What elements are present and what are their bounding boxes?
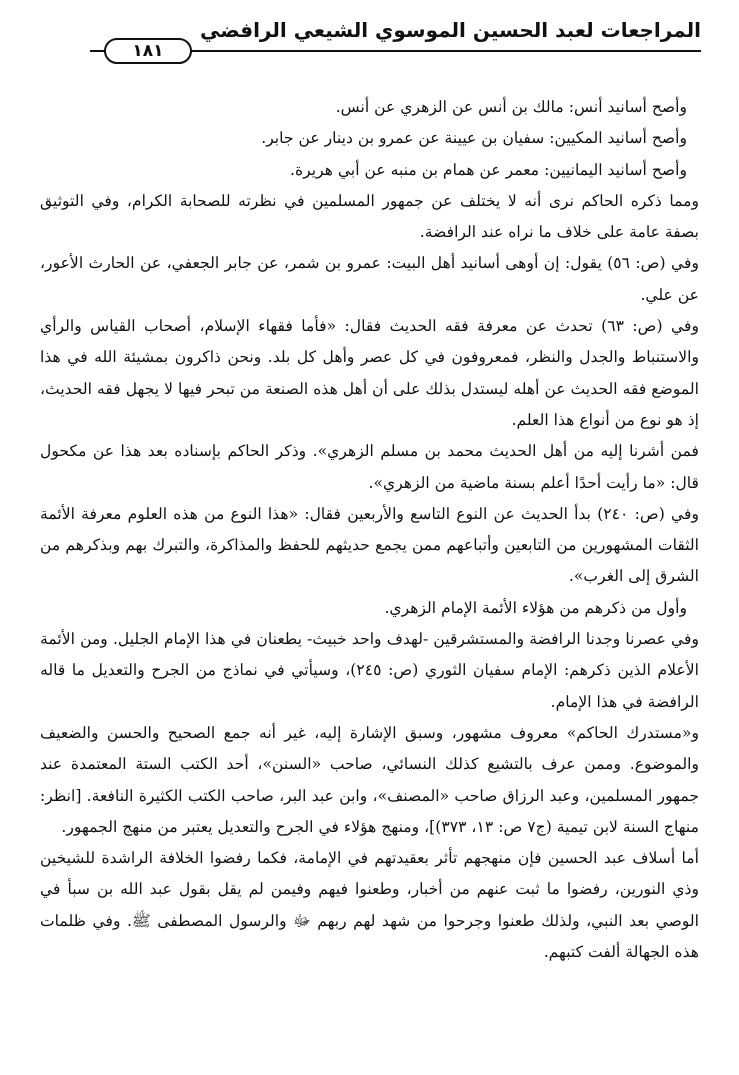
paragraph: وأصح أسانيد المكيين: سفيان بن عيينة عن عمرو بن دينار عن جابر. <box>261 129 687 148</box>
paragraph: وأصح أسانيد أنس: مالك بن أنس عن الزهري عن أنس. <box>335 98 687 116</box>
paragraph: ومما ذكره الحاكم نرى أنه لا يختلف عن جمهور المسلمين في نظرته للصحابة الكرام، وفي التوثيق بصفة عامة على خلاف ما نراه عند الرافضة. <box>40 191 699 242</box>
paragraph: وفي (ص: ٢٤٠) بدأ الحديث عن النوع التاسع والأربعين فقال: «هذا النوع من هذه العلوم معرفة الأئمة الثقات المشهورين من التابعين وأتباعهم ممن يجمع حديثهم للحفظ والمذاكرة، والتبرك بهم وبذكرهم من الشرق إلى الغرب». <box>40 504 699 586</box>
paragraph: أما أسلاف عبد الحسين فإن منهجهم تأثر بعقيدتهم في الإمامة، فكما رفضوا الخلافة الراشدة للشيخين وذي النورين، رفضوا ما ثبت عنهم من أخبار، وطعنوا فيهم وفيمن لم يقل بقول عبد الله بن سبأ في الوصي بعد النبي، ولذلك طعنوا وجرحوا من شهد لهم ربهم ﷻ والرسول المصطفى ﷺ. وفي ظلمات هذه الجهالة ألفت كتبهم. <box>40 849 699 962</box>
page-header <box>90 14 701 61</box>
page-number: ١٨١ <box>104 38 192 64</box>
paragraph: وأول من ذكرهم من هؤلاء الأئمة الإمام الزهري. <box>384 598 687 617</box>
paragraph: و«مستدرك الحاكم» معروف مشهور، وسبق الإشارة إليه، غير أنه جمع الصحيح والحسن والضعيف والموضوع. وممن عرف بالتشيع كذلك النسائي، صاحب «السنن»، أحد الكتب الستة المعتمدة عند جمهور المسلمين، وعبد الرزاق صاحب «المصنف»، وابن عبد البر، صاحب الكتب الكثيرة النافعة. [انظر: منهاج السنة لابن تيمية (ج٧ ص: ١٣، ٣٧٣)]، ومنهج هؤلاء في الجرح والتعديل يعتبر من منهج الجمهور. <box>40 723 699 836</box>
paragraph: وفي (ص: ٦٣) تحدث عن معرفة فقه الحديث فقال: «فأما فقهاء الإسلام، أصحاب القياس والرأي والاستنباط والجدل والنظر، فمعروفون في كل عصر وأهل كل بلد. ونحن ذاكرون بمشيئة الله في هذا الموضع فقه الحديث عن أهله ليستدل بذلك على أن أهل هذه الصنعة من تبحر فيها لا يجهل فقه الحديث، إذ هو نوع من أنواع هذا العلم. <box>40 317 699 429</box>
running-title: المراجعات لعبد الحسين الموسوي الشيعي الرافضي <box>200 18 701 42</box>
paragraph: وأصح أسانيد اليمانيين: معمر عن همام بن منبه عن أبي هريرة. <box>290 160 687 179</box>
page-body <box>40 92 699 968</box>
paragraph: وفي (ص: ٥٦) يقول: إن أوهى أسانيد أهل البيت: عمرو بن شمر، عن جابر الجعفي، عن الحارث الأعور، عن علي. <box>40 254 699 304</box>
paragraph: وفي عصرنا وجدنا الرافضة والمستشرقين -لهدف واحد خبيث- يطعنان في هذا الإمام الجليل. ومن الأئمة الأعلام الذين ذكرهم: الإمام سفيان الثوري (ص: ٢٤٥)، وسيأتي في نماذج من الجرح والتعديل ما قاله الرافضة في هذا الإمام. <box>40 630 699 711</box>
paragraph: فمن أشرنا إليه من أهل الحديث محمد بن مسلم الزهري». وذكر الحاكم بإسناده بعد هذا عن مكحول قال: «ما رأيت أحدًا أعلم بسنة ماضية من الزهري». <box>40 442 699 492</box>
